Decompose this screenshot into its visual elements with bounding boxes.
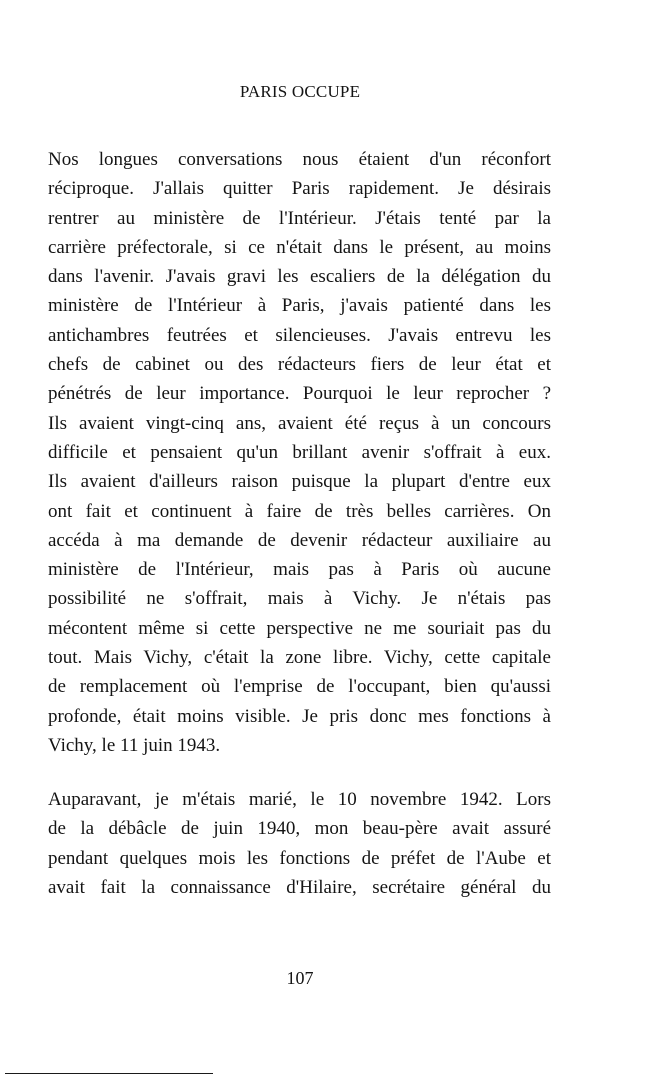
text-line: Ils avaient d'ailleurs raison puisque la plupart d'entre eux bbox=[48, 471, 551, 493]
text-line: accéda à ma demande de devenir rédacteur auxiliaire au bbox=[48, 529, 551, 551]
text-line: ministère de l'Intérieur à Paris, j'avais patienté dans les bbox=[48, 295, 551, 317]
text-line: ministère de l'Intérieur, mais pas à Paris où aucune bbox=[48, 559, 551, 581]
text-line: de la débâcle de juin 1940, mon beau-père avait assuré bbox=[48, 818, 551, 840]
text-line: réciproque. J'allais quitter Paris rapidement. Je désirais bbox=[48, 178, 551, 200]
text-line: chefs de cabinet ou des rédacteurs fiers de leur état et bbox=[48, 354, 551, 376]
text-line: Auparavant, je m'étais marié, le 10 novembre 1942. Lors bbox=[48, 789, 551, 810]
text-line: ont fait et continuent à faire de très belles carrières. On bbox=[48, 500, 551, 522]
paragraph-1 bbox=[48, 145, 551, 760]
text-line: rentrer au ministère de l'Intérieur. J'étais tenté par la bbox=[48, 207, 551, 229]
paragraph-2 bbox=[48, 785, 551, 902]
text-line: Nos longues conversations nous étaient d'un réconfort bbox=[48, 149, 551, 170]
text-line: profonde, était moins visible. Je pris donc mes fonctions à bbox=[48, 705, 551, 727]
text-line: difficile et pensaient qu'un brillant avenir s'offrait à eux. bbox=[48, 441, 551, 463]
text-line: pénétrés de leur importance. Pourquoi le leur reprocher ? bbox=[48, 383, 551, 405]
text-line: tout. Mais Vichy, c'était la zone libre. Vichy, cette capitale bbox=[48, 647, 551, 669]
text-line: antichambres feutrées et silencieuses. J'avais entrevu les bbox=[48, 324, 551, 346]
running-head: PARIS OCCUPE bbox=[239, 82, 361, 101]
text-line: Ils avaient vingt-cinq ans, avaient été reçus à un concours bbox=[48, 412, 551, 434]
footer-rule bbox=[5, 1073, 213, 1074]
text-line: Vichy, le 11 juin 1943. bbox=[48, 734, 221, 756]
text-line: carrière préfectorale, si ce n'était dans le présent, au moins bbox=[48, 236, 551, 258]
page-number: 107 bbox=[286, 968, 314, 988]
text-line: possibilité ne s'offrait, mais à Vichy. Je n'étais pas bbox=[48, 588, 551, 610]
text-line: de remplacement où l'emprise de l'occupant, bien qu'aussi bbox=[48, 676, 551, 698]
text-line: avait fait la connaissance d'Hilaire, secrétaire général du bbox=[48, 876, 551, 898]
text-line: dans l'avenir. J'avais gravi les escaliers de la délégation du bbox=[48, 266, 551, 288]
text-line: mécontent même si cette perspective ne me souriait pas du bbox=[48, 617, 551, 639]
text-line: pendant quelques mois les fonctions de préfet de l'Aube et bbox=[48, 847, 551, 869]
